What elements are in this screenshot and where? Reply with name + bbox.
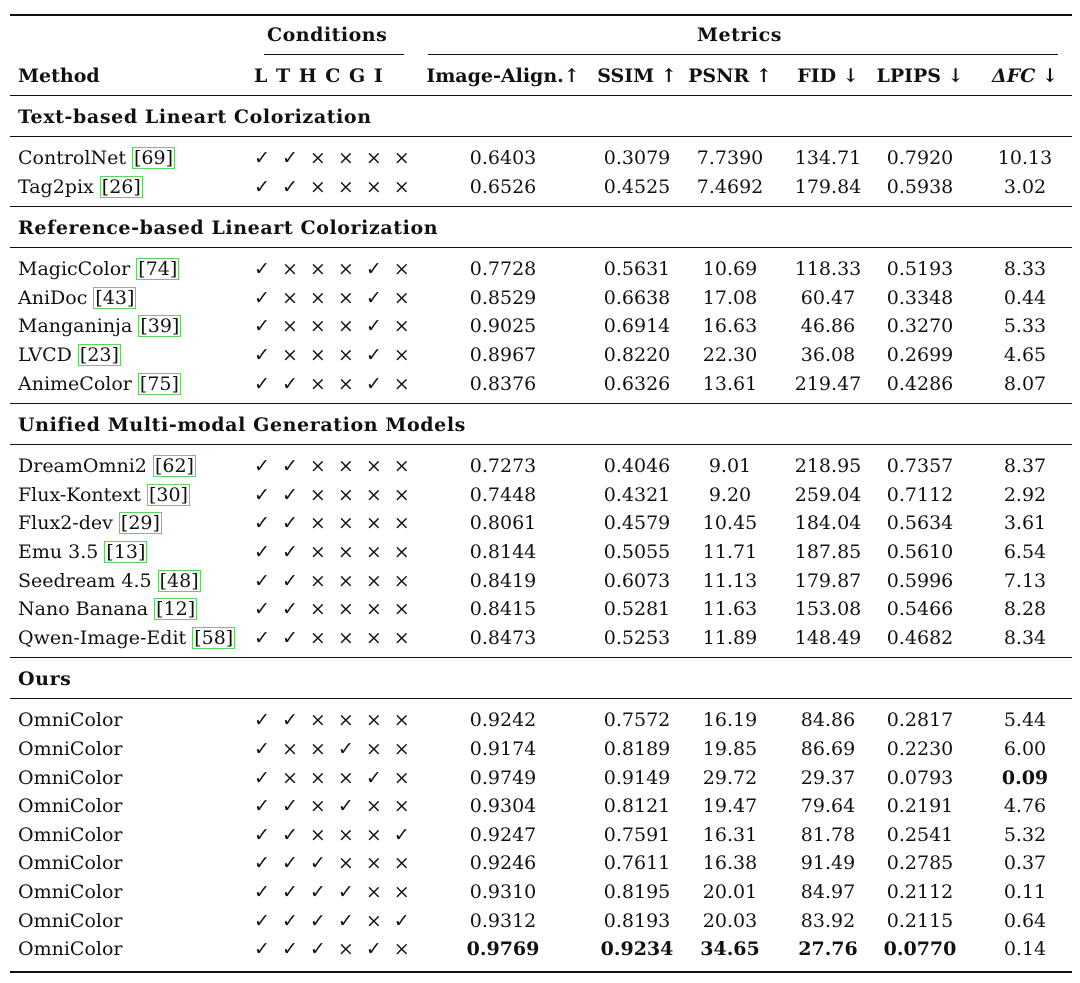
cell-fid: 27.76 [798,938,858,961]
cell-ssim: 0.4579 [603,512,671,535]
cell-lpips: 0.2115 [886,909,954,932]
cell-delta-fc: 5.33 [1003,315,1047,338]
cell-image-align: 0.9769 [466,938,540,961]
cell-delta-fc: 8.28 [1003,598,1047,621]
cell-lpips: 0.2112 [886,881,954,903]
cell-delta-fc: 0.64 [1003,909,1047,932]
cell-image-align: 0.8967 [469,344,537,366]
cell-psnr: 16.63 [702,315,758,338]
section-rule [10,206,1072,207]
cell-delta-fc: 8.34 [1003,626,1047,649]
cell-psnr: 9.01 [708,455,752,478]
cell-fid: 79.64 [800,795,856,818]
cell-delta-fc: 4.65 [1003,344,1047,366]
method-label: OmniColor [18,795,123,818]
cell-delta-fc: 0.11 [1003,881,1047,903]
cell-delta-fc: 0.37 [1003,852,1047,875]
cell-fid: 153.08 [794,598,862,621]
cell-lpips: 0.0793 [886,766,954,789]
method-name [18,315,181,337]
method-label: AnimeColor [18,372,138,395]
cell-fid: 179.84 [794,175,862,198]
method-name [18,938,122,960]
conditions-marks: ✓ ✓ × × × × [254,709,413,732]
cell-lpips: 0.3270 [886,315,954,338]
citation-link[interactable]: [12] [156,598,196,621]
method-label: Tag2pix [18,175,100,198]
citation-link[interactable]: [48] [159,569,199,592]
cell-delta-fc: 5.32 [1003,823,1047,846]
cell-delta-fc: 0.44 [1003,286,1047,309]
cell-psnr: 13.61 [702,372,758,395]
cell-psnr: 10.45 [702,512,758,535]
method-label: OmniColor [18,738,123,760]
cell-ssim: 0.9149 [603,766,671,789]
cell-fid: 184.04 [794,512,862,535]
cell-lpips: 0.0770 [883,938,957,961]
cell-psnr: 7.7390 [696,147,764,169]
cell-delta-fc: 8.33 [1003,258,1047,281]
cell-psnr: 11.71 [702,541,758,563]
cell-psnr: 11.13 [702,569,758,592]
conditions-marks: ✓ ✓ × × × × [254,483,413,506]
cell-lpips: 0.2230 [886,738,954,760]
method-name [18,176,143,198]
citation-link[interactable]: [75] [139,372,179,395]
section-title: Ours [18,668,72,691]
method-name [18,455,196,477]
conditions-marks: ✓ ✓ ✓ ✓ × × [254,881,413,903]
cell-lpips: 0.4682 [886,626,954,649]
cell-fid: 148.49 [794,626,862,649]
cell-image-align: 0.8473 [469,626,537,649]
cell-delta-fc: 6.54 [1003,541,1047,563]
cell-fid: 83.92 [800,909,856,932]
method-name [18,852,122,874]
cell-ssim: 0.8195 [603,881,671,903]
method-name [18,373,181,395]
cell-fid: 29.37 [800,766,856,789]
method-label: OmniColor [18,823,123,846]
cell-ssim: 0.4046 [603,455,671,478]
image-align-header: Image-Align.↑ [426,65,580,87]
method-name [18,598,197,620]
cell-fid: 84.86 [800,709,856,732]
cell-ssim: 0.5253 [603,626,671,649]
conditions-marks: ✓ ✓ × × × × [254,512,413,535]
cell-ssim: 0.7591 [603,823,671,846]
section-title-rule [10,136,1072,137]
cell-delta-fc: 3.02 [1003,175,1047,198]
cell-psnr: 16.19 [702,709,758,732]
method-name [18,147,175,169]
method-label: DreamOmni2 [18,455,153,478]
section-title-rule [10,698,1072,699]
method-name [18,287,136,309]
cell-lpips: 0.5193 [886,258,954,281]
cell-image-align: 0.8529 [469,286,537,309]
cell-psnr: 9.20 [708,483,752,506]
cell-fid: 81.78 [800,823,856,846]
method-label: Flux-Kontext [18,483,147,506]
section-title: Unified Multi-modal Generation Models [18,414,466,437]
section-title-rule [10,247,1072,248]
method-name [18,881,122,903]
method-label: MagicColor [18,258,137,281]
cell-lpips: 0.2541 [886,823,954,846]
cell-fid: 134.71 [794,147,862,169]
method-label: OmniColor [18,852,123,875]
cell-image-align: 0.8415 [469,598,537,621]
cell-delta-fc: 8.37 [1003,455,1047,478]
cell-ssim: 0.6326 [603,372,671,395]
cell-image-align: 0.9246 [469,852,537,875]
conditions-marks: ✓ ✓ ✓ ✓ × ✓ [254,909,413,932]
method-name [18,570,201,592]
method-label: AniDoc [18,286,94,309]
section-rule [10,95,1072,96]
citation-link[interactable]: [13] [106,541,146,563]
cell-fid: 84.97 [800,881,856,903]
method-name [18,627,235,649]
conditions-marks: ✓ × × × ✓ × [254,315,413,338]
cell-fid: 91.49 [800,852,856,875]
cell-image-align: 0.9247 [469,823,537,846]
cell-fid: 219.47 [794,372,862,395]
method-label: Manganinja [18,315,139,338]
cell-image-align: 0.9025 [469,315,537,338]
citation-link[interactable]: [29] [120,512,160,535]
method-name [18,484,190,506]
cell-fid: 118.33 [794,258,862,281]
conditions-letters-header: L T H C G I [254,65,384,87]
conditions-marks: ✓ × × × ✓ × [254,344,413,366]
cell-delta-fc: 8.07 [1003,372,1047,395]
citation-link[interactable]: [74] [138,258,178,281]
ssim-header: SSIM ↑ [597,65,677,87]
cell-ssim: 0.7611 [603,852,671,875]
citation-link[interactable]: [39] [140,315,180,338]
method-name [18,344,121,366]
method-label: OmniColor [18,909,123,932]
metrics-group-header: Metrics [697,24,782,46]
cell-ssim: 0.6914 [603,315,671,338]
cell-image-align: 0.8376 [469,372,537,395]
cell-psnr: 22.30 [702,344,758,366]
cell-delta-fc: 7.13 [1003,569,1047,592]
cell-psnr: 34.65 [700,938,760,961]
conditions-marks: ✓ ✓ × × ✓ × [254,372,413,395]
cell-delta-fc: 4.76 [1003,795,1047,818]
conditions-marks: ✓ ✓ × × × × [254,541,413,563]
cell-fid: 36.08 [800,344,856,366]
conditions-marks: ✓ ✓ × × × × [254,455,413,478]
method-label: OmniColor [18,881,123,903]
cell-psnr: 17.08 [702,286,758,309]
bottom-rule [10,971,1072,973]
citation-link[interactable]: [23] [79,344,119,366]
conditions-marks: ✓ × × ✓ × × [254,738,413,760]
method-label: LVCD [18,344,78,366]
method-label: OmniColor [18,766,123,789]
conditions-marks: ✓ × × × ✓ × [254,258,413,281]
cell-ssim: 0.3079 [603,147,671,169]
cell-ssim: 0.6073 [603,569,671,592]
cell-image-align: 0.8419 [469,569,537,592]
citation-link[interactable]: [30] [148,483,188,506]
method-name [18,910,122,932]
method-name [18,258,179,280]
cell-psnr: 7.4692 [696,175,764,198]
lpips-header: LPIPS ↓ [876,65,964,87]
cell-fid: 46.86 [800,315,856,338]
cell-lpips: 0.7357 [886,455,954,478]
conditions-marks: ✓ ✓ ✓ × ✓ × [254,938,413,961]
conditions-marks: ✓ ✓ × × × ✓ [254,823,413,846]
cell-image-align: 0.7273 [469,455,537,478]
cell-image-align: 0.9242 [469,709,537,732]
cell-ssim: 0.8193 [603,909,671,932]
cell-image-align: 0.9749 [469,766,537,789]
method-name [18,541,147,563]
method-label: Emu 3.5 [18,541,105,563]
cell-ssim: 0.9234 [600,938,674,961]
top-rule [10,14,1072,16]
cell-psnr: 19.85 [702,738,758,760]
method-label: ControlNet [18,147,132,169]
cell-fid: 187.85 [794,541,862,563]
conditions-marks: ✓ ✓ × × × × [254,569,413,592]
conditions-marks: ✓ × × × ✓ × [254,286,413,309]
cell-ssim: 0.7572 [603,709,671,732]
cell-delta-fc: 3.61 [1003,512,1047,535]
section-rule [10,403,1072,404]
method-name [18,709,122,731]
section-title: Reference-based Lineart Colorization [18,217,439,240]
conditions-marks: ✓ × × × ✓ × [254,766,413,789]
cell-ssim: 0.8121 [603,795,671,818]
cell-lpips: 0.2699 [886,344,954,366]
section-title-rule [10,444,1072,445]
cell-fid: 86.69 [800,738,856,760]
cell-ssim: 0.6638 [603,286,671,309]
cell-delta-fc: 0.09 [1001,766,1049,789]
cell-image-align: 0.9304 [469,795,537,818]
cell-psnr: 29.72 [702,766,758,789]
cell-fid: 218.95 [794,455,862,478]
cell-ssim: 0.8220 [603,344,671,366]
cell-psnr: 16.38 [702,852,758,875]
cell-lpips: 0.7112 [886,483,954,506]
fid-header: FID ↓ [797,65,859,87]
cell-lpips: 0.5610 [886,541,954,563]
method-name [18,795,122,817]
cell-psnr: 19.47 [702,795,758,818]
citation-link[interactable]: [62] [154,455,194,478]
cell-psnr: 11.63 [702,598,758,621]
cell-ssim: 0.8189 [603,738,671,760]
cell-image-align: 0.9312 [469,909,537,932]
cell-psnr: 10.69 [702,258,758,281]
delta-fc-header: ΔFC ↓ [992,65,1058,87]
cell-image-align: 0.6526 [469,175,537,198]
section-rule [10,657,1072,658]
cell-ssim: 0.5281 [603,598,671,621]
cell-delta-fc: 5.44 [1003,709,1047,732]
method-label: Nano Banana [18,598,155,621]
cell-image-align: 0.7728 [469,258,537,281]
cell-ssim: 0.4525 [603,175,671,198]
method-name [18,824,122,846]
cell-image-align: 0.6403 [469,147,537,169]
method-header: Method [18,65,100,87]
cell-image-align: 0.8144 [469,541,537,563]
cell-ssim: 0.5631 [603,258,671,281]
cell-image-align: 0.7448 [469,483,537,506]
cell-psnr: 16.31 [702,823,758,846]
cell-delta-fc: 0.14 [1003,938,1047,961]
cell-fid: 259.04 [794,483,862,506]
cell-image-align: 0.8061 [469,512,537,535]
method-label: OmniColor [18,938,123,961]
conditions-marks: ✓ ✓ × × × × [254,626,413,649]
cell-ssim: 0.4321 [603,483,671,506]
cell-lpips: 0.5996 [886,569,954,592]
cell-delta-fc: 10.13 [997,147,1053,169]
citation-link[interactable]: [26] [101,175,141,198]
conditions-marks: ✓ ✓ ✓ × × × [254,852,413,875]
cell-lpips: 0.2817 [886,709,954,732]
conditions-marks: ✓ ✓ × ✓ × × [254,795,413,818]
cell-lpips: 0.2191 [886,795,954,818]
method-label: Qwen-Image-Edit [18,626,193,649]
cell-image-align: 0.9174 [469,738,537,760]
cell-lpips: 0.5938 [886,175,954,198]
section-title: Text-based Lineart Colorization [18,106,372,128]
method-label: OmniColor [18,709,123,732]
cell-ssim: 0.5055 [603,541,671,563]
conditions-cmidrule [264,54,404,55]
cell-psnr: 20.01 [702,881,758,903]
method-name [18,512,162,534]
cell-lpips: 0.5466 [886,598,954,621]
cell-lpips: 0.4286 [886,372,954,395]
metrics-cmidrule [428,54,1058,55]
cell-lpips: 0.3348 [886,286,954,309]
conditions-marks: ✓ ✓ × × × × [254,598,413,621]
conditions-marks: ✓ ✓ × × × × [254,175,413,198]
cell-delta-fc: 6.00 [1003,738,1047,760]
citation-link[interactable]: [43] [95,286,135,309]
method-label: Seedream 4.5 [18,569,158,592]
method-name [18,767,122,789]
method-name [18,738,122,760]
cell-psnr: 11.89 [702,626,758,649]
cell-fid: 179.87 [794,569,862,592]
cell-psnr: 20.03 [702,909,758,932]
cell-fid: 60.47 [800,286,856,309]
cell-lpips: 0.2785 [886,852,954,875]
citation-link[interactable]: [69] [134,147,174,169]
cell-lpips: 0.7920 [886,147,954,169]
cell-image-align: 0.9310 [469,881,537,903]
psnr-header: PSNR ↑ [688,65,772,87]
cell-lpips: 0.5634 [886,512,954,535]
conditions-marks: ✓ ✓ × × × × [254,147,413,169]
conditions-group-header: Conditions [267,24,388,46]
cell-delta-fc: 2.92 [1003,483,1047,506]
citation-link[interactable]: [58] [194,626,234,649]
method-label: Flux2-dev [18,512,119,535]
